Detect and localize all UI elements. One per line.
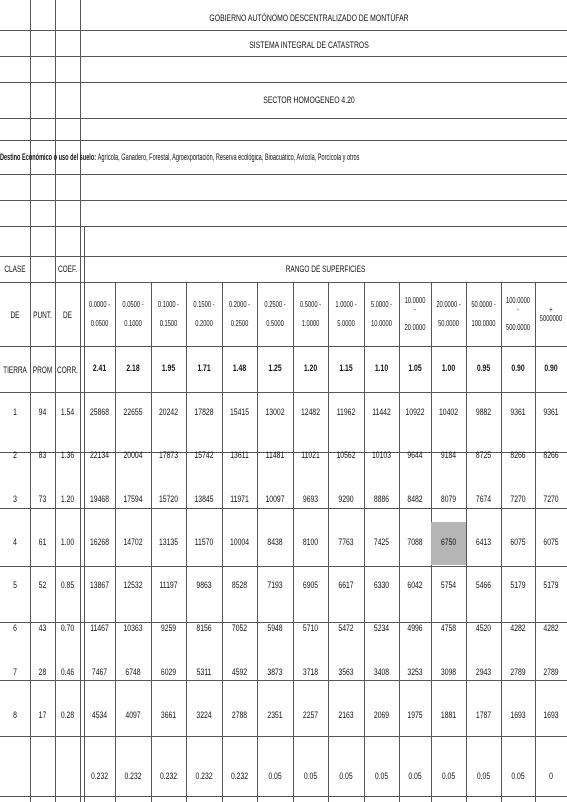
- range-header: [403, 284, 426, 344]
- grid-line: [0, 140, 567, 141]
- range-header: [262, 284, 288, 344]
- coef-cell: 0.90: [511, 362, 525, 374]
- range-header-line: 100.0000 -: [505, 295, 531, 314]
- range-header-line: 0.5000 -: [299, 300, 322, 310]
- value-cell: 20242: [158, 407, 179, 419]
- coef-corr-cell: 1.54: [60, 407, 75, 419]
- value-cell: 8438: [267, 537, 283, 549]
- range-header-line: 100.0000: [471, 318, 496, 328]
- value-cell: 11467: [90, 623, 109, 635]
- range-header: [298, 284, 323, 344]
- grid-line: [364, 282, 365, 802]
- value-cell: 10363: [123, 623, 143, 635]
- clase-header-1: CLASE: [4, 263, 26, 274]
- clase-cell: 2: [13, 450, 17, 462]
- value-cell: 3873: [267, 667, 283, 679]
- grid-line: [115, 282, 116, 802]
- value-cell: 4282: [543, 623, 559, 635]
- grid-line: [30, 0, 31, 802]
- bottom-cell: 0.05: [408, 770, 422, 782]
- value-cell: 13002: [265, 407, 285, 419]
- value-cell: 25868: [89, 407, 110, 419]
- coef-cell: 1.48: [232, 362, 247, 374]
- grid-line: [293, 282, 294, 802]
- bottom-cell: 0.05: [476, 770, 491, 782]
- range-header: [227, 284, 252, 344]
- range-header: [471, 284, 496, 344]
- value-cell: 11570: [194, 537, 214, 549]
- value-cell: 1975: [407, 710, 423, 722]
- value-cell: 10562: [336, 450, 356, 462]
- range-header-line: 0.2500: [230, 318, 249, 328]
- coef-cell: 0.90: [544, 362, 558, 374]
- value-cell: 6029: [160, 667, 177, 679]
- coef-cell: 1.00: [441, 362, 456, 374]
- value-cell: 13867: [89, 580, 110, 592]
- rango-superficies-title: RANGO DE SUPERFICIES: [285, 263, 366, 274]
- destino-economico: [0, 146, 372, 168]
- coef-cell: 1.71: [197, 362, 211, 374]
- coef-cell: 1.05: [408, 362, 422, 374]
- value-cell: 4534: [91, 710, 108, 722]
- value-cell: 5754: [440, 580, 457, 592]
- value-cell: 17873: [158, 450, 179, 462]
- value-cell: 6330: [373, 580, 390, 592]
- bottom-cell: 0.05: [268, 770, 282, 782]
- bottom-cell: 0.232: [195, 770, 213, 782]
- bottom-cell: 0.05: [441, 770, 456, 782]
- value-cell: 11021: [301, 450, 320, 462]
- value-cell: 4097: [125, 710, 141, 722]
- value-cell: 7467: [91, 667, 108, 679]
- bottom-cell: 0: [549, 770, 553, 782]
- value-cell: 2351: [267, 710, 283, 722]
- value-cell: 15720: [158, 494, 179, 506]
- range-header-line: 10.0000: [371, 318, 392, 328]
- grid-line: [0, 226, 567, 227]
- value-cell: 2789: [543, 667, 559, 679]
- punt-header-1: PUNT.: [33, 309, 52, 320]
- coef-corr-cell: 1.20: [60, 494, 75, 506]
- coef-cell: 1.20: [303, 362, 318, 374]
- range-header-line: 500.0000: [505, 323, 531, 333]
- range-header-line: 0.1500: [159, 318, 178, 328]
- value-cell: 9693: [302, 494, 319, 506]
- value-cell: 5311: [196, 667, 212, 679]
- value-cell: 2257: [302, 710, 319, 722]
- clase-header-2: DE: [10, 309, 20, 320]
- value-cell: 14702: [123, 537, 143, 549]
- coef-cell: 1.25: [268, 362, 282, 374]
- grid-line: [501, 282, 502, 802]
- value-cell: 15415: [229, 407, 250, 419]
- value-cell: 2163: [338, 710, 354, 722]
- value-cell: 13611: [230, 450, 249, 462]
- clase-cell: 5: [13, 580, 17, 592]
- value-cell: 17594: [123, 494, 143, 506]
- value-cell: 7763: [338, 537, 354, 549]
- value-cell: 8725: [475, 450, 492, 462]
- value-cell: 11481: [265, 450, 285, 462]
- punt-cell: 28: [38, 667, 47, 679]
- grid-line: [0, 56, 567, 57]
- range-header: [506, 284, 530, 344]
- value-cell: 3224: [196, 710, 212, 722]
- bottom-cell: 0.232: [90, 770, 109, 782]
- value-cell: 6075: [510, 537, 526, 549]
- value-cell: 2788: [231, 710, 248, 722]
- value-cell: 8100: [302, 537, 319, 549]
- range-header-line: 20.0000: [404, 323, 426, 333]
- bottom-cell: 0.05: [339, 770, 353, 782]
- punt-cell: 61: [38, 537, 47, 549]
- org-title: GOBIERNO AUTÓNOMO DESCENTRALIZADO DE MONTÚFAR: [209, 12, 409, 24]
- range-header: [120, 284, 146, 344]
- bottom-cell: 0.232: [230, 770, 249, 782]
- value-cell: 9184: [440, 450, 457, 462]
- grid-line: [328, 282, 329, 802]
- range-header-line: 0.2000: [195, 318, 213, 328]
- value-cell-highlighted: [431, 522, 466, 565]
- value-cell: 5179: [510, 580, 526, 592]
- coef-cell: 2.41: [92, 362, 107, 374]
- value-cell: 8079: [440, 494, 457, 506]
- bottom-cell: 0.05: [374, 770, 389, 782]
- value-cell: 5466: [475, 580, 492, 592]
- range-header-line: 5.0000: [337, 318, 355, 328]
- value-cell: 2943: [475, 667, 492, 679]
- value-cell: 8266: [510, 450, 526, 462]
- coef-cell: 0.95: [476, 362, 491, 374]
- value-cell: 4592: [231, 667, 248, 679]
- punt-cell: 94: [38, 407, 47, 419]
- value-cell: 7088: [407, 537, 423, 549]
- range-header: [369, 284, 394, 344]
- grid-line: [0, 796, 567, 797]
- destino-text: Agrícola, Ganadero, Forestal, Agroexportación, Reserva ecológica, Bioacuático, Avícola, Porcícola y otros: [97, 151, 360, 162]
- coef-cell: 1.95: [161, 362, 176, 374]
- range-header-line: + 5000000: [539, 304, 563, 323]
- clase-cell: 1: [13, 407, 17, 419]
- value-cell: 1787: [475, 710, 492, 722]
- clase-cell: 6: [13, 623, 17, 635]
- punt-cell: 83: [38, 450, 47, 462]
- bottom-cell: 0.232: [124, 770, 142, 782]
- bottom-cell: 0.05: [303, 770, 318, 782]
- value-cell: 9259: [160, 623, 177, 635]
- range-header-line: 0.2000 -: [228, 300, 251, 310]
- value-cell: 13135: [158, 537, 179, 549]
- value-cell: 11971: [230, 494, 249, 506]
- value-cell: 9882: [475, 407, 492, 419]
- value-cell: 8528: [231, 580, 248, 592]
- range-header: [156, 284, 181, 344]
- coef-cell: 1.15: [339, 362, 353, 374]
- value-cell: 9290: [338, 494, 354, 506]
- value-cell: 1693: [543, 710, 559, 722]
- value-cell: 6905: [302, 580, 319, 592]
- range-header-line: 0.0500 -: [122, 300, 144, 310]
- clase-header-3: TIERRA: [3, 364, 27, 375]
- value-cell: 8156: [196, 623, 212, 635]
- coef-header-3: CORR.: [57, 364, 78, 375]
- value-cell: 3563: [338, 667, 354, 679]
- clase-cell: 7: [13, 667, 17, 679]
- grid-line: [0, 346, 567, 347]
- value-cell: 3661: [160, 710, 177, 722]
- range-header-line: 0.2500 -: [264, 300, 286, 310]
- value-cell: 10097: [265, 494, 285, 506]
- grid-line: [186, 282, 187, 802]
- value-cell: 5710: [302, 623, 319, 635]
- range-header-line: 0.5000: [266, 318, 284, 328]
- value-cell: 11197: [159, 580, 178, 592]
- coef-corr-cell: 1.36: [60, 450, 75, 462]
- destino-label: Destino Económico o uso del suelo:: [0, 151, 97, 162]
- clase-cell: 3: [13, 494, 17, 506]
- value-cell: 10103: [371, 450, 392, 462]
- grid-line: [84, 226, 85, 802]
- grid-line: [0, 200, 567, 201]
- range-header-line: 5.0000 -: [370, 300, 393, 310]
- value-cell: 6617: [338, 580, 354, 592]
- range-header: [333, 284, 359, 344]
- coef-header-2: DE: [62, 309, 72, 320]
- grid-line: [55, 0, 56, 802]
- punt-cell: 43: [38, 623, 47, 635]
- punt-cell: 52: [38, 580, 47, 592]
- value-cell: 15742: [194, 450, 214, 462]
- grid-line: [257, 282, 258, 802]
- value-cell: 10004: [229, 537, 250, 549]
- value-cell: 9644: [407, 450, 423, 462]
- bottom-cell: 0.05: [511, 770, 525, 782]
- grid-line: [0, 30, 567, 31]
- value-cell: 20004: [123, 450, 143, 462]
- bottom-cell: 0.232: [159, 770, 178, 782]
- value-cell: 9863: [196, 580, 212, 592]
- value-cell: 17828: [194, 407, 214, 419]
- range-header-line: 1.0000: [301, 318, 320, 328]
- value-cell: 6748: [125, 667, 141, 679]
- coef-cell: 2.18: [126, 362, 140, 374]
- value-cell: 7270: [543, 494, 559, 506]
- grid-line: [535, 282, 536, 802]
- coef-cell: 1.10: [374, 362, 389, 374]
- value-cell: 1693: [510, 710, 526, 722]
- value-cell: 3098: [440, 667, 457, 679]
- value-cell: 22655: [123, 407, 143, 419]
- value-cell: 4282: [510, 623, 526, 635]
- value-cell: 2069: [373, 710, 390, 722]
- range-header-line: 10.0000 -: [404, 295, 426, 314]
- value-cell: 5179: [543, 580, 559, 592]
- value-cell: 13845: [194, 494, 214, 506]
- value-cell: 4996: [407, 623, 423, 635]
- value-cell: 5948: [267, 623, 283, 635]
- range-header: [436, 284, 461, 344]
- grid-line: [0, 118, 567, 119]
- value-cell-text: 6750: [440, 537, 457, 549]
- grid-line: [222, 282, 223, 802]
- value-cell: 4520: [475, 623, 492, 635]
- grid-line: [0, 256, 567, 257]
- range-header-line: 50.0000: [438, 318, 459, 328]
- value-cell: 7270: [510, 494, 526, 506]
- value-cell: 8266: [543, 450, 559, 462]
- range-header: [191, 284, 217, 344]
- system-title: SISTEMA INTEGRAL DE CATASTROS: [249, 39, 369, 51]
- range-header-line: 0.0500: [90, 318, 109, 328]
- value-cell: 19468: [89, 494, 110, 506]
- sector-title: SECTOR HOMOGENEO 4.20: [263, 94, 355, 106]
- coef-corr-cell: 0.70: [60, 623, 75, 635]
- value-cell: 6042: [407, 580, 423, 592]
- punt-header-2: PROM: [32, 364, 53, 375]
- value-cell: 5472: [338, 623, 354, 635]
- grid-line: [399, 282, 400, 802]
- range-header-line: 0.0000 -: [88, 300, 111, 310]
- range-header-line: 0.1500 -: [193, 300, 215, 310]
- value-cell: 7052: [231, 623, 248, 635]
- value-cell: 9361: [543, 407, 559, 419]
- value-cell: 3253: [407, 667, 423, 679]
- coef-header-1: COEF.: [57, 263, 78, 274]
- value-cell: 7425: [373, 537, 390, 549]
- coef-corr-cell: 0.85: [60, 580, 75, 592]
- value-cell: 11442: [372, 407, 391, 419]
- range-header-line: 0.1000 -: [157, 300, 180, 310]
- grid-line: [151, 282, 152, 802]
- value-cell: 12532: [123, 580, 143, 592]
- value-cell: 3408: [373, 667, 390, 679]
- value-cell: 5234: [373, 623, 390, 635]
- value-cell: 10402: [438, 407, 459, 419]
- range-header-line: 20.0000 -: [436, 300, 461, 310]
- value-cell: 22134: [89, 450, 110, 462]
- grid-line: [0, 282, 567, 283]
- grid-line: [0, 174, 567, 175]
- value-cell: 2789: [510, 667, 526, 679]
- value-cell: 3718: [302, 667, 319, 679]
- value-cell: 8886: [373, 494, 390, 506]
- range-header-line: 0.1000: [124, 318, 142, 328]
- value-cell: 12482: [300, 407, 321, 419]
- value-cell: 7674: [475, 494, 492, 506]
- grid-line: [466, 282, 467, 802]
- coef-corr-cell: 0.46: [60, 667, 75, 679]
- punt-cell: 73: [38, 494, 47, 506]
- value-cell: 7193: [267, 580, 283, 592]
- clase-cell: 8: [13, 710, 17, 722]
- range-header: [539, 284, 562, 344]
- grid-line: [0, 82, 567, 83]
- value-cell: 9361: [510, 407, 526, 419]
- value-cell: 1881: [440, 710, 457, 722]
- range-header: [88, 284, 110, 344]
- value-cell: 16268: [89, 537, 110, 549]
- value-cell: 10922: [405, 407, 425, 419]
- grid-line: [80, 0, 81, 802]
- coef-corr-cell: 0.28: [60, 710, 75, 722]
- range-header-line: 50.0000 -: [471, 300, 496, 310]
- punt-cell: 17: [38, 710, 47, 722]
- value-cell: 8482: [407, 494, 423, 506]
- coef-corr-cell: 1.00: [60, 537, 75, 549]
- value-cell: 6075: [543, 537, 559, 549]
- value-cell: 6413: [475, 537, 492, 549]
- value-cell: 11962: [336, 407, 356, 419]
- value-cell: 4758: [440, 623, 457, 635]
- clase-cell: 4: [13, 537, 17, 549]
- range-header-line: 1.0000 -: [335, 300, 357, 310]
